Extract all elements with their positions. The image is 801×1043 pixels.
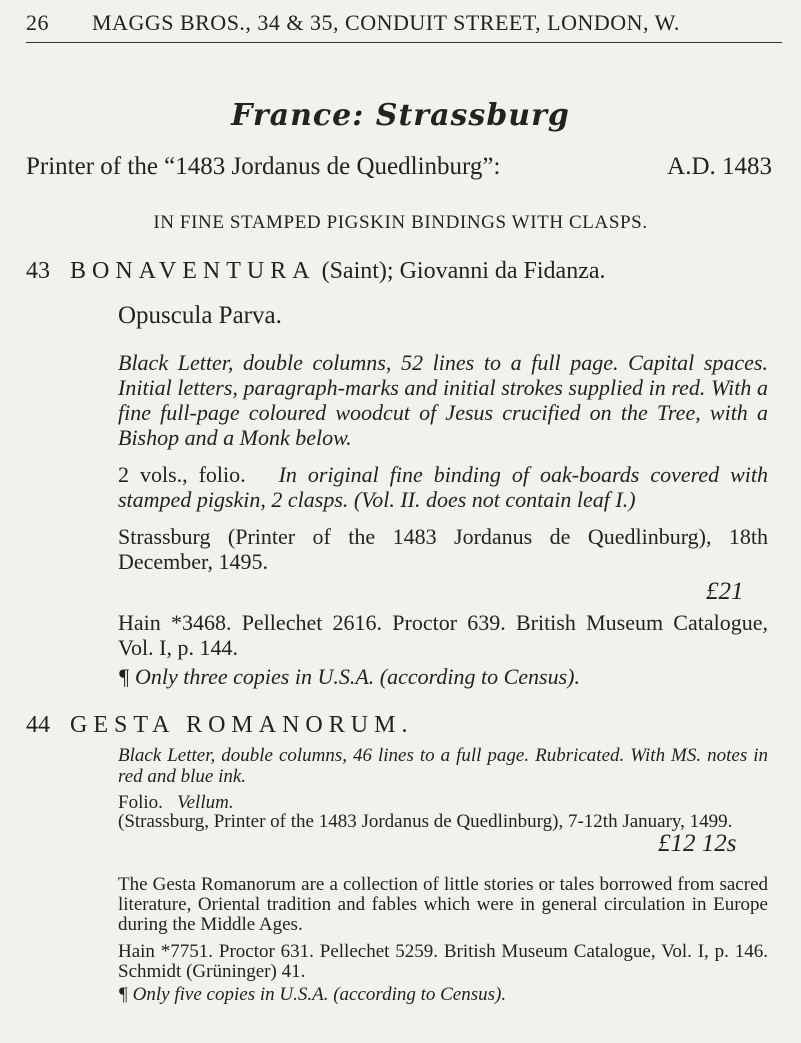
entry-43-description: Black Letter, double columns, 52 lines to a full page. Capital spaces. Initial letters, paragraph-marks and initial strokes supplied in red. With a fine full-page coloured woodcut of Jesus crucified on the Tree, with a Bishop and a Monk below. — [118, 350, 768, 450]
entry-44-note: The Gesta Romanorum are a collection of little stories or tales borrowed from sacred literature, Oriental tradition and fables which were in general circulation in Europe during the Middle Ages. — [118, 874, 768, 935]
running-head — [26, 10, 766, 36]
entry-44-format: Folio. — [118, 792, 163, 813]
publisher-address: MAGGS BROS., 34 & 35, CONDUIT STREET, LONDON, W. — [92, 10, 680, 35]
page-number: 26 — [26, 10, 49, 35]
printer-label: Printer of the “1483 Jordanus de Quedlinburg”: — [26, 153, 501, 180]
entry-43-title: Opuscula Parva. — [118, 302, 282, 329]
entry-43-price: £21 — [706, 578, 744, 605]
entry-44-number: 44 — [26, 712, 50, 738]
entry-43-format: 2 vols., folio. — [118, 462, 246, 487]
entry-43-binding: In original fine binding of oak-boards covered with stamped pigskin, 2 clasps. (Vol. II. does not contain leaf I.) — [118, 462, 769, 512]
header-rule — [26, 42, 782, 43]
entry-44-census: ¶ Only five copies in U.S.A. (according to Census). — [118, 984, 507, 1005]
entry-43-references: Hain *3468. Pellechet 2616. Proctor 639. British Museum Catalogue, Vol. I, p. 144. — [118, 610, 768, 660]
entry-44-title: GESTA ROMANORUM. — [70, 712, 414, 738]
entry-43-author-rest: (Saint); Giovanni da Fidanza. — [321, 258, 606, 284]
entry-44-price: £12 12s — [658, 830, 737, 857]
section-title: France: Strassburg — [231, 98, 570, 133]
entry-43-number: 43 — [26, 258, 50, 284]
entry-43-census: ¶ Only three copies in U.S.A. (according to Census). — [118, 664, 581, 689]
entry-43-imprint: Strassburg (Printer of the 1483 Jordanus de Quedlinburg), 18th December, 1495. — [118, 524, 768, 574]
bindings-heading: IN FINE STAMPED PIGSKIN BINDINGS WITH CLASPS. — [153, 212, 648, 233]
printer-line — [26, 153, 772, 181]
entry-44-description: Black Letter, double columns, 46 lines to a full page. Rubricated. With MS. notes in red and blue ink. — [118, 745, 768, 787]
entry-44-references: Hain *7751. Proctor 631. Pellechet 5259. British Museum Catalogue, Vol. I, p. 146. Schmidt (Grüninger) 41. — [118, 941, 768, 982]
entry-43-author: BONAVENTURA — [70, 258, 316, 284]
entry-44-binding: Vellum. — [177, 792, 234, 813]
entry-44-imprint: (Strassburg, Printer of the 1483 Jordanus de Quedlinburg), 7-12th January, 1499. — [118, 811, 733, 832]
printer-date: A.D. 1483 — [667, 153, 772, 180]
entry-43-heading — [70, 258, 606, 285]
entry-43-format-binding — [118, 462, 768, 512]
